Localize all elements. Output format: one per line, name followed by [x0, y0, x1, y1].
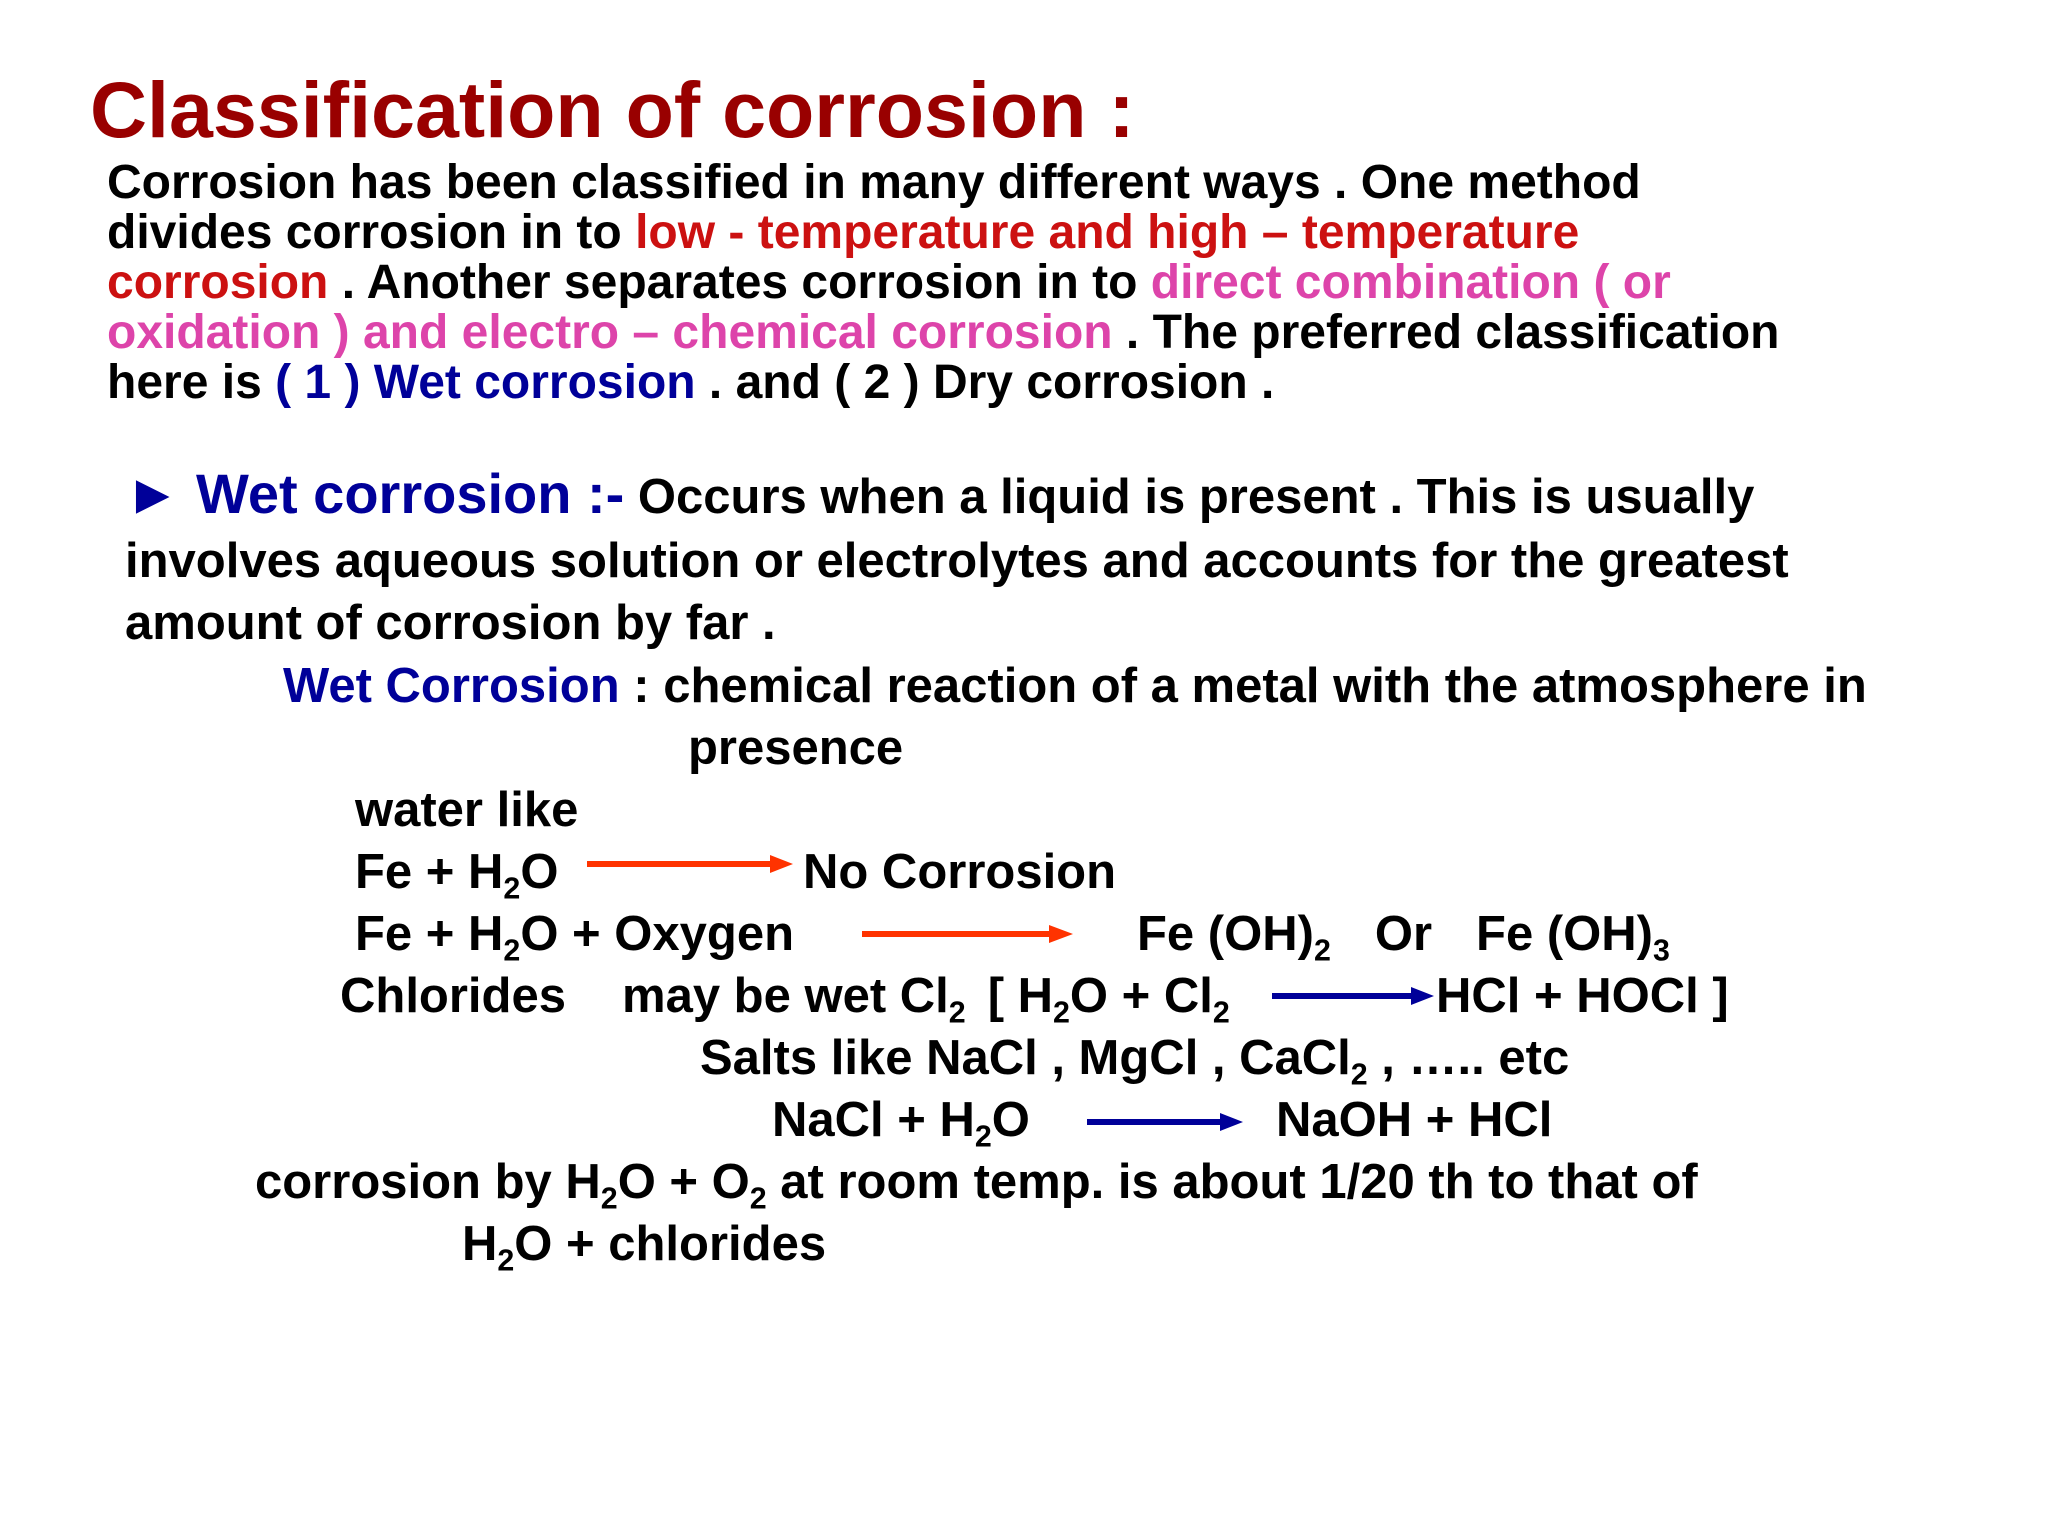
intro-text: here is: [107, 356, 276, 409]
wet-corrosion-line-2: involves aqueous solution or electrolytes and accounts for the greatest: [125, 534, 1789, 588]
intro-paragraph: [107, 158, 2027, 408]
intro-text: . and ( 2 ) Dry corrosion .: [695, 356, 1275, 409]
intro-text: . Another separates corrosion in to: [328, 256, 1151, 309]
intro-text: Corrosion has been classified in many different ways . One method: [107, 156, 1641, 209]
salts-line: [700, 1027, 1570, 1092]
intro-line-4: [107, 308, 2027, 358]
formula-text: O: [991, 1093, 1030, 1147]
subscript: 2: [600, 1181, 618, 1216]
intro-line-1: [107, 158, 2027, 208]
or-text: Or: [1374, 907, 1433, 961]
subscript: 2: [749, 1181, 767, 1216]
formula-text: Fe (OH): [1476, 907, 1653, 961]
reaction-3-products: HCl + HOCl ]: [1436, 969, 1729, 1023]
formula-text: O + Cl: [1069, 969, 1213, 1023]
intro-line-5: [107, 358, 2027, 408]
definition-line-3: water like: [355, 783, 579, 837]
mechanism-classification: direct combination ( or: [1150, 256, 1671, 309]
formula-text: Salts like NaCl , MgCl , CaCl: [700, 1031, 1351, 1085]
reaction-1-reactants: [355, 841, 559, 906]
subscript: 2: [1350, 1057, 1368, 1092]
reaction-arrow-icon: [1085, 1110, 1245, 1134]
reaction-4-reactants: [772, 1089, 1030, 1154]
definition-label: Wet Corrosion: [283, 659, 620, 713]
formula-text: O + Oxygen: [520, 907, 795, 961]
definition-line-2: presence: [688, 721, 904, 775]
subscript: 2: [1053, 995, 1070, 1030]
page-title: Classification of corrosion :: [90, 65, 1135, 154]
reaction-arrow-icon: [860, 922, 1075, 946]
temperature-classification: corrosion: [107, 256, 329, 309]
formula-text: may be wet Cl: [622, 969, 949, 1023]
formula-text: O + chlorides: [514, 1217, 827, 1271]
subscript: 2: [1313, 933, 1331, 968]
formula-text: Fe + H: [355, 907, 504, 961]
formula-text: [ H: [987, 969, 1054, 1023]
subscript: 2: [1212, 995, 1230, 1030]
definition-line-1: [283, 655, 1867, 717]
reaction-2-reactants: [355, 903, 795, 968]
final-line-1: [255, 1151, 1698, 1216]
definition-text: : chemical reaction of a metal with the atmosphere in: [619, 659, 1867, 713]
formula-text: H: [462, 1217, 498, 1271]
formula-text: Fe + H: [355, 845, 504, 899]
mechanism-classification: oxidation ) and electro – chemical corrosion: [107, 306, 1113, 359]
formula-text: O + O: [617, 1155, 750, 1209]
formula-text: O: [520, 845, 559, 899]
reaction-2-products: [1137, 903, 1670, 968]
formula-text: , ….. etc: [1367, 1031, 1570, 1085]
intro-line-3: [107, 258, 2027, 308]
reaction-4-products: NaOH + HCl: [1276, 1093, 1553, 1147]
intro-text: . The preferred classification: [1112, 306, 1780, 359]
subscript: 2: [948, 995, 966, 1030]
wet-corrosion-term: ( 1 ) Wet corrosion: [275, 356, 696, 409]
wet-corrosion-line-3: amount of corrosion by far .: [125, 596, 776, 650]
temperature-classification: low - temperature and high – temperature: [635, 206, 1580, 259]
reaction-arrow-icon: [1270, 984, 1436, 1008]
intro-text: divides corrosion in to: [107, 206, 636, 259]
formula-text: corrosion by H: [255, 1155, 601, 1209]
subscript: 2: [497, 1243, 515, 1278]
reaction-arrow-icon: [585, 852, 795, 876]
reaction-3-reactants: [622, 965, 1230, 1030]
wet-corrosion-line-1: [125, 463, 1754, 528]
reaction-1-product: No Corrosion: [803, 845, 1117, 899]
intro-line-2: [107, 208, 2027, 258]
formula-text: at room temp. is about 1/20 th to that of: [766, 1155, 1698, 1209]
subscript: 2: [974, 1119, 992, 1154]
subscript: 3: [1652, 933, 1670, 968]
wet-corrosion-heading: ► Wet corrosion :-: [125, 462, 625, 525]
formula-text: NaCl + H: [772, 1093, 975, 1147]
formula-text: Fe (OH): [1137, 907, 1314, 961]
subscript: 2: [503, 933, 521, 968]
wet-corrosion-desc: Occurs when a liquid is present . This is usually: [624, 470, 1755, 524]
final-line-2: [462, 1213, 827, 1278]
subscript: 2: [503, 871, 521, 906]
reaction-3-chlorides: Chlorides: [340, 969, 566, 1023]
